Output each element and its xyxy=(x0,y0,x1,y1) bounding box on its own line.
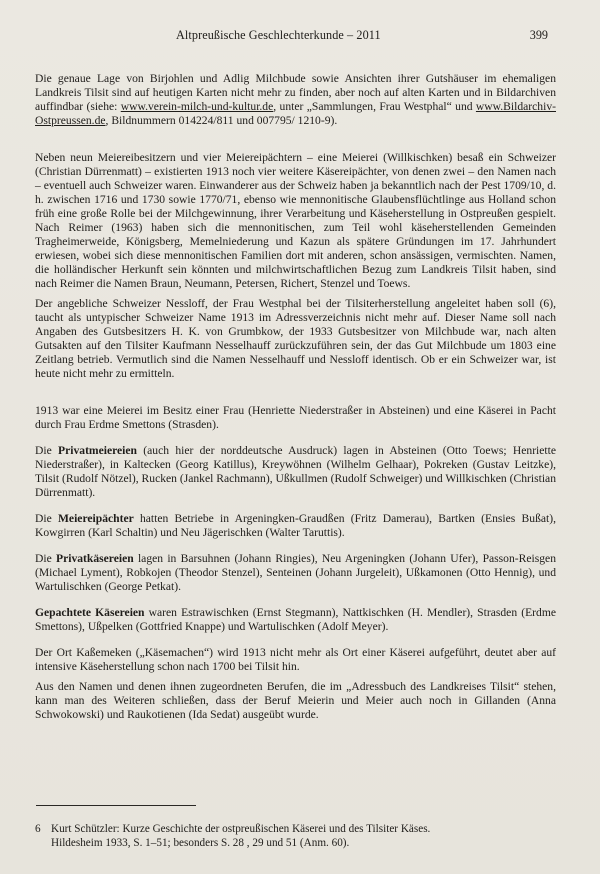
paragraph-3: Der angebliche Schweizer Nessloff, der Frau Westphal bei der Tilsiterherstellung angeleitet haben soll (6), taucht als untypischer Schweizer Name 1913 im Adressverzeichnis nicht mehr auf. Dieser Name soll nach Angaben des Gutsbesitzers H. K. von Grumbkow, der 1933 Gutsbesitzer von Milchbude war, nach alten Gutsakten auf den Tilsiter Kaufmann Nesselhauff zurückzuführen sein, der das Gut Milchbude um 1803 eine Zeitlang betrieb. Vermutlich sind die Namen Nesselhauff und Nessloff identisch. Ob er ein Schweizer war, ist heute nicht mehr zu ermitteln. xyxy=(35,297,556,380)
paragraph-2: Neben neun Meiereibesitzern und vier Meiereipächtern – eine Meierei (Willkischken) besaß ein Schweizer (Christian Dürrenmatt) – existierten 1913 noch vier weitere Käsereipächter, von denen zwei – den Namen nach – eventuell auch Schweizer waren. Einwanderer aus der Schweiz haben ja bekanntlich nach der Pest 1709/10, d. h. zwischen 1716 und 1730 sowie 1770/71, ebenso wie mennonitische Glaubensflüchtlinge aus Holland schon früh eine große Rolle bei der Milchgewinnung, ihrer Verarbeitung und Käseherstellung in Ostpreußen gespielt. Nach Reimer (1963) haben sich die mennonitischen, zum Teil wohl käseherstellenden Gemeinden Tragheimerweide, Königsberg, Memelniederung und Kazun als spätere Gründungen im 17. Jahrhundert erwiesen, wobei sich diese mennonitischen Familien dort mit anderen, schon ansässigen, vermischten. Namen, die holländischer Herkunft sein könnten und milchwirtschaftlichen Bezug zum Landkreis Tilsit haben, sind nach Reimer die Namen Braun, Neumann, Petersen, Richert, Stenzel und Toews. xyxy=(35,151,556,290)
paragraph-10: Aus den Namen und denen ihnen zugeordneten Berufen, die im „Adressbuch des Landkreises Tilsit“ stehen, kann man des Weiteren schließen, dass der Beruf Meierin und Meier auch noch in Gillanden (Anna Schwokowski) und Raukotienen (Ida Sedat) ausgeübt wurde. xyxy=(35,680,556,721)
main-text xyxy=(35,72,556,722)
footnote-number: 6 xyxy=(35,823,41,835)
running-header xyxy=(36,28,564,44)
term-privatkaesereien: Privatkäsereien xyxy=(56,552,134,565)
footnote-text-line-2: Hildesheim 1933, S. 1–51; besonders S. 28 , 29 und 51 (Anm. 60). xyxy=(51,836,350,849)
running-title: Altpreußische Geschlechterkunde – 2011 xyxy=(176,28,381,42)
paragraph-6: Die Meiereipächter hatten Betriebe in Argeningken-Graudßen (Fritz Damerau), Bartken (Ensies Bußat), Kowgirren (Karl Schaltin) und Neu Jägerischken (Walter Taruttis). xyxy=(35,512,556,539)
paragraph-5: Die Privatmeiereien (auch hier der norddeutsche Ausdruck) lagen in Absteinen (Otto Toews; Henriette Niederstraßer), in Kaltecken (Georg Katillus), Kreywöhnen (Wilhelm Gelhaar), Pokreken (Gustav Leitzke), Tilsit (Rudolf Nötzel), Rucken (Jankel Rachmann), Ußkullmen (Rudolf Schweiger) und Willkischken (Christian Dürrenmatt). xyxy=(35,444,557,499)
paragraph-8: Gepachtete Käsereien waren Estrawischken (Ernst Stegmann), Nattkischken (H. Mendler), Strasden (Erdme Smettons), Ußpelken (Gottfried Knappe) und Wartulischken (Adolf Meyer). xyxy=(35,606,556,633)
term-meiereipaechter: Meiereipächter xyxy=(57,512,134,525)
paragraph-4: 1913 war eine Meierei im Besitz einer Frau (Henriette Niederstraßer in Absteinen) und eine Käserei in Pacht durch Frau Erdme Smettons (Strasden). xyxy=(35,404,556,431)
footnote-rule xyxy=(36,805,196,806)
paragraph-1: Die genaue Lage von Birjohlen und Adlig Milchbude sowie Ansichten ihrer Gutshäuser im ehemaligen Landkreis Tilsit sind auf heutigen Karten nicht mehr zu finden, aber noch auf alten Karten und in Bildarchiven auffindbar (siehe: www.verein-milch-und-kultur.de, unter „Sammlungen, Frau Westphal“ und www.Bildarchiv-Ostpreussen.de, Bildnummern 014224/811 und 007795/ 1210-9). xyxy=(35,72,556,127)
footnote-text-line-1: Kurt Schützler: Kurze Geschichte der ostpreußischen Käserei und des Tilsiter Käses. xyxy=(51,823,431,835)
link-verein-milch-und-kultur[interactable]: www.verein-milch-und-kultur.de xyxy=(120,100,274,113)
term-gepachtete-kaesereien: Gepachtete Käsereien xyxy=(35,606,145,619)
term-privatmeiereien: Privatmeiereien xyxy=(58,444,138,457)
paragraph-9: Der Ort Kaßemeken („Käsemachen“) wird 1913 nicht mehr als Ort einer Käserei aufgeführt, deutet aber auf intensive Käseherstellung schon nach 1700 bei Tilsit hin. xyxy=(35,646,556,673)
link-bildarchiv-ostpreussen[interactable]: www.Bildarchiv-Ostpreussen.de xyxy=(35,100,556,127)
footnote xyxy=(35,823,550,850)
page-number: 399 xyxy=(529,28,548,42)
paragraph-7: Die Privatkäsereien lagen in Barsuhnen (Johann Ringies), Neu Argeningken (Johann Ufer), Passon-Reisgen (Michael Lyment), Robkojen (Theodor Stenzel), Senteinen (Johann Jurgeleit), Ußkamonen (Otto Hennig), und Wartulischken (George Petkat). xyxy=(35,552,556,593)
